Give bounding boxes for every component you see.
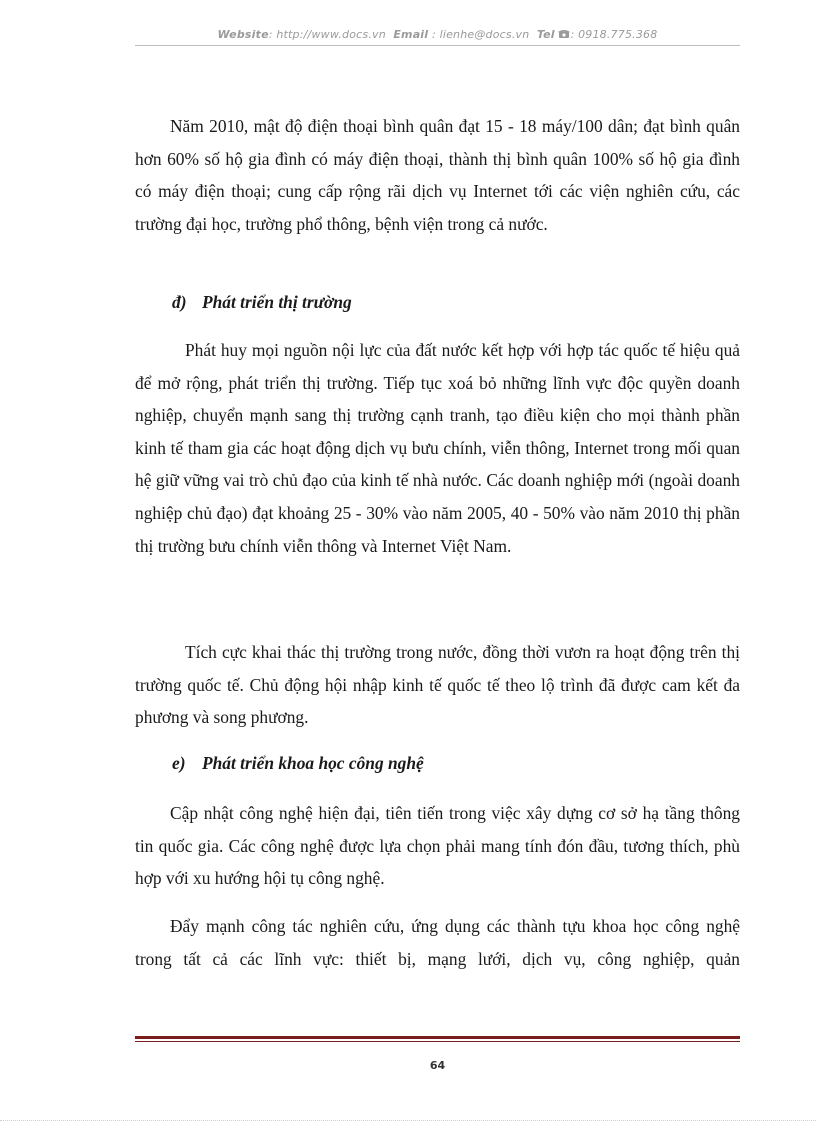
paragraph-1: Năm 2010, mật độ điện thoại bình quân đạt 15 - 18 máy/100 dân; đạt bình quân hơn 60% số hộ gia đình có máy điện thoại, thành thị bình quân 100% số hộ gia đình có máy điện thoại; cung cấp rộng rãi dịch vụ Internet tới các viện nghiên cứu, các trường đại học, trường phổ thông, bệnh viện trong cả nước. — [135, 116, 740, 234]
page-bottom-edge — [0, 1120, 816, 1121]
heading-d — [172, 292, 352, 313]
heading-e-text: Phát triển khoa học công nghệ — [202, 753, 424, 773]
footer-divider-thin — [135, 1041, 740, 1042]
email-label: Email — [393, 28, 429, 41]
website-value: : http://www.docs.vn — [268, 28, 386, 41]
paragraph-4: Cập nhật công nghệ hiện đại, tiên tiến trong việc xây dựng cơ sở hạ tầng thông tin quốc gia. Các công nghệ được lựa chọn phải mang tính đón đầu, tương thích, phù hợp với xu hướng hội tụ công nghệ. — [135, 803, 740, 889]
page-number: 64 — [429, 1059, 446, 1072]
phone-icon — [558, 29, 570, 39]
tel-value: : 0918.775.368 — [570, 28, 658, 41]
heading-d-text: Phát triển thị trường — [202, 292, 352, 312]
heading-d-marker: đ) — [172, 292, 187, 312]
paragraph-2: Phát huy mọi nguồn nội lực của đất nước kết hợp với hợp tác quốc tế hiệu quả để mở rộng, phát triển thị trường. Tiếp tục xoá bỏ những lĩnh vực độc quyền doanh nghiệp, chuyển mạnh sang thị trường cạnh tranh, tạo điều kiện cho mọi thành phần kinh tế tham gia các hoạt động dịch vụ bưu chính, viễn thông, Internet trong mối quan hệ giữ vững vai trò chủ đạo của kinh tế nhà nước. Các doanh nghiệp mới (ngoài doanh nghiệp chủ đạo) đạt khoảng 25 - 30% vào năm 2005, 40 - 50% vào năm 2010 thị phần thị trường bưu chính viễn thông và Internet Việt Nam. — [135, 340, 740, 556]
paragraph-3: Tích cực khai thác thị trường trong nước, đồng thời vươn ra hoạt động trên thị trường quốc tế. Chủ động hội nhập kinh tế quốc tế theo lộ trình đã được cam kết đa phương và song phương. — [135, 642, 740, 728]
heading-e — [172, 753, 424, 774]
header-divider — [135, 45, 740, 46]
footer-divider-thick — [135, 1036, 740, 1039]
website-label: Website — [217, 28, 269, 41]
page-header — [135, 28, 740, 41]
paragraph-5: Đẩy mạnh công tác nghiên cứu, ứng dụng các thành tựu khoa học công nghệ trong tất cả các lĩnh vực: thiết bị, mạng lưới, dịch vụ, công nghiệp, quản — [135, 916, 740, 969]
email-value: : lienhe@docs.vn — [431, 28, 530, 41]
tel-label: Tel — [536, 28, 555, 41]
heading-e-marker: e) — [172, 753, 186, 773]
